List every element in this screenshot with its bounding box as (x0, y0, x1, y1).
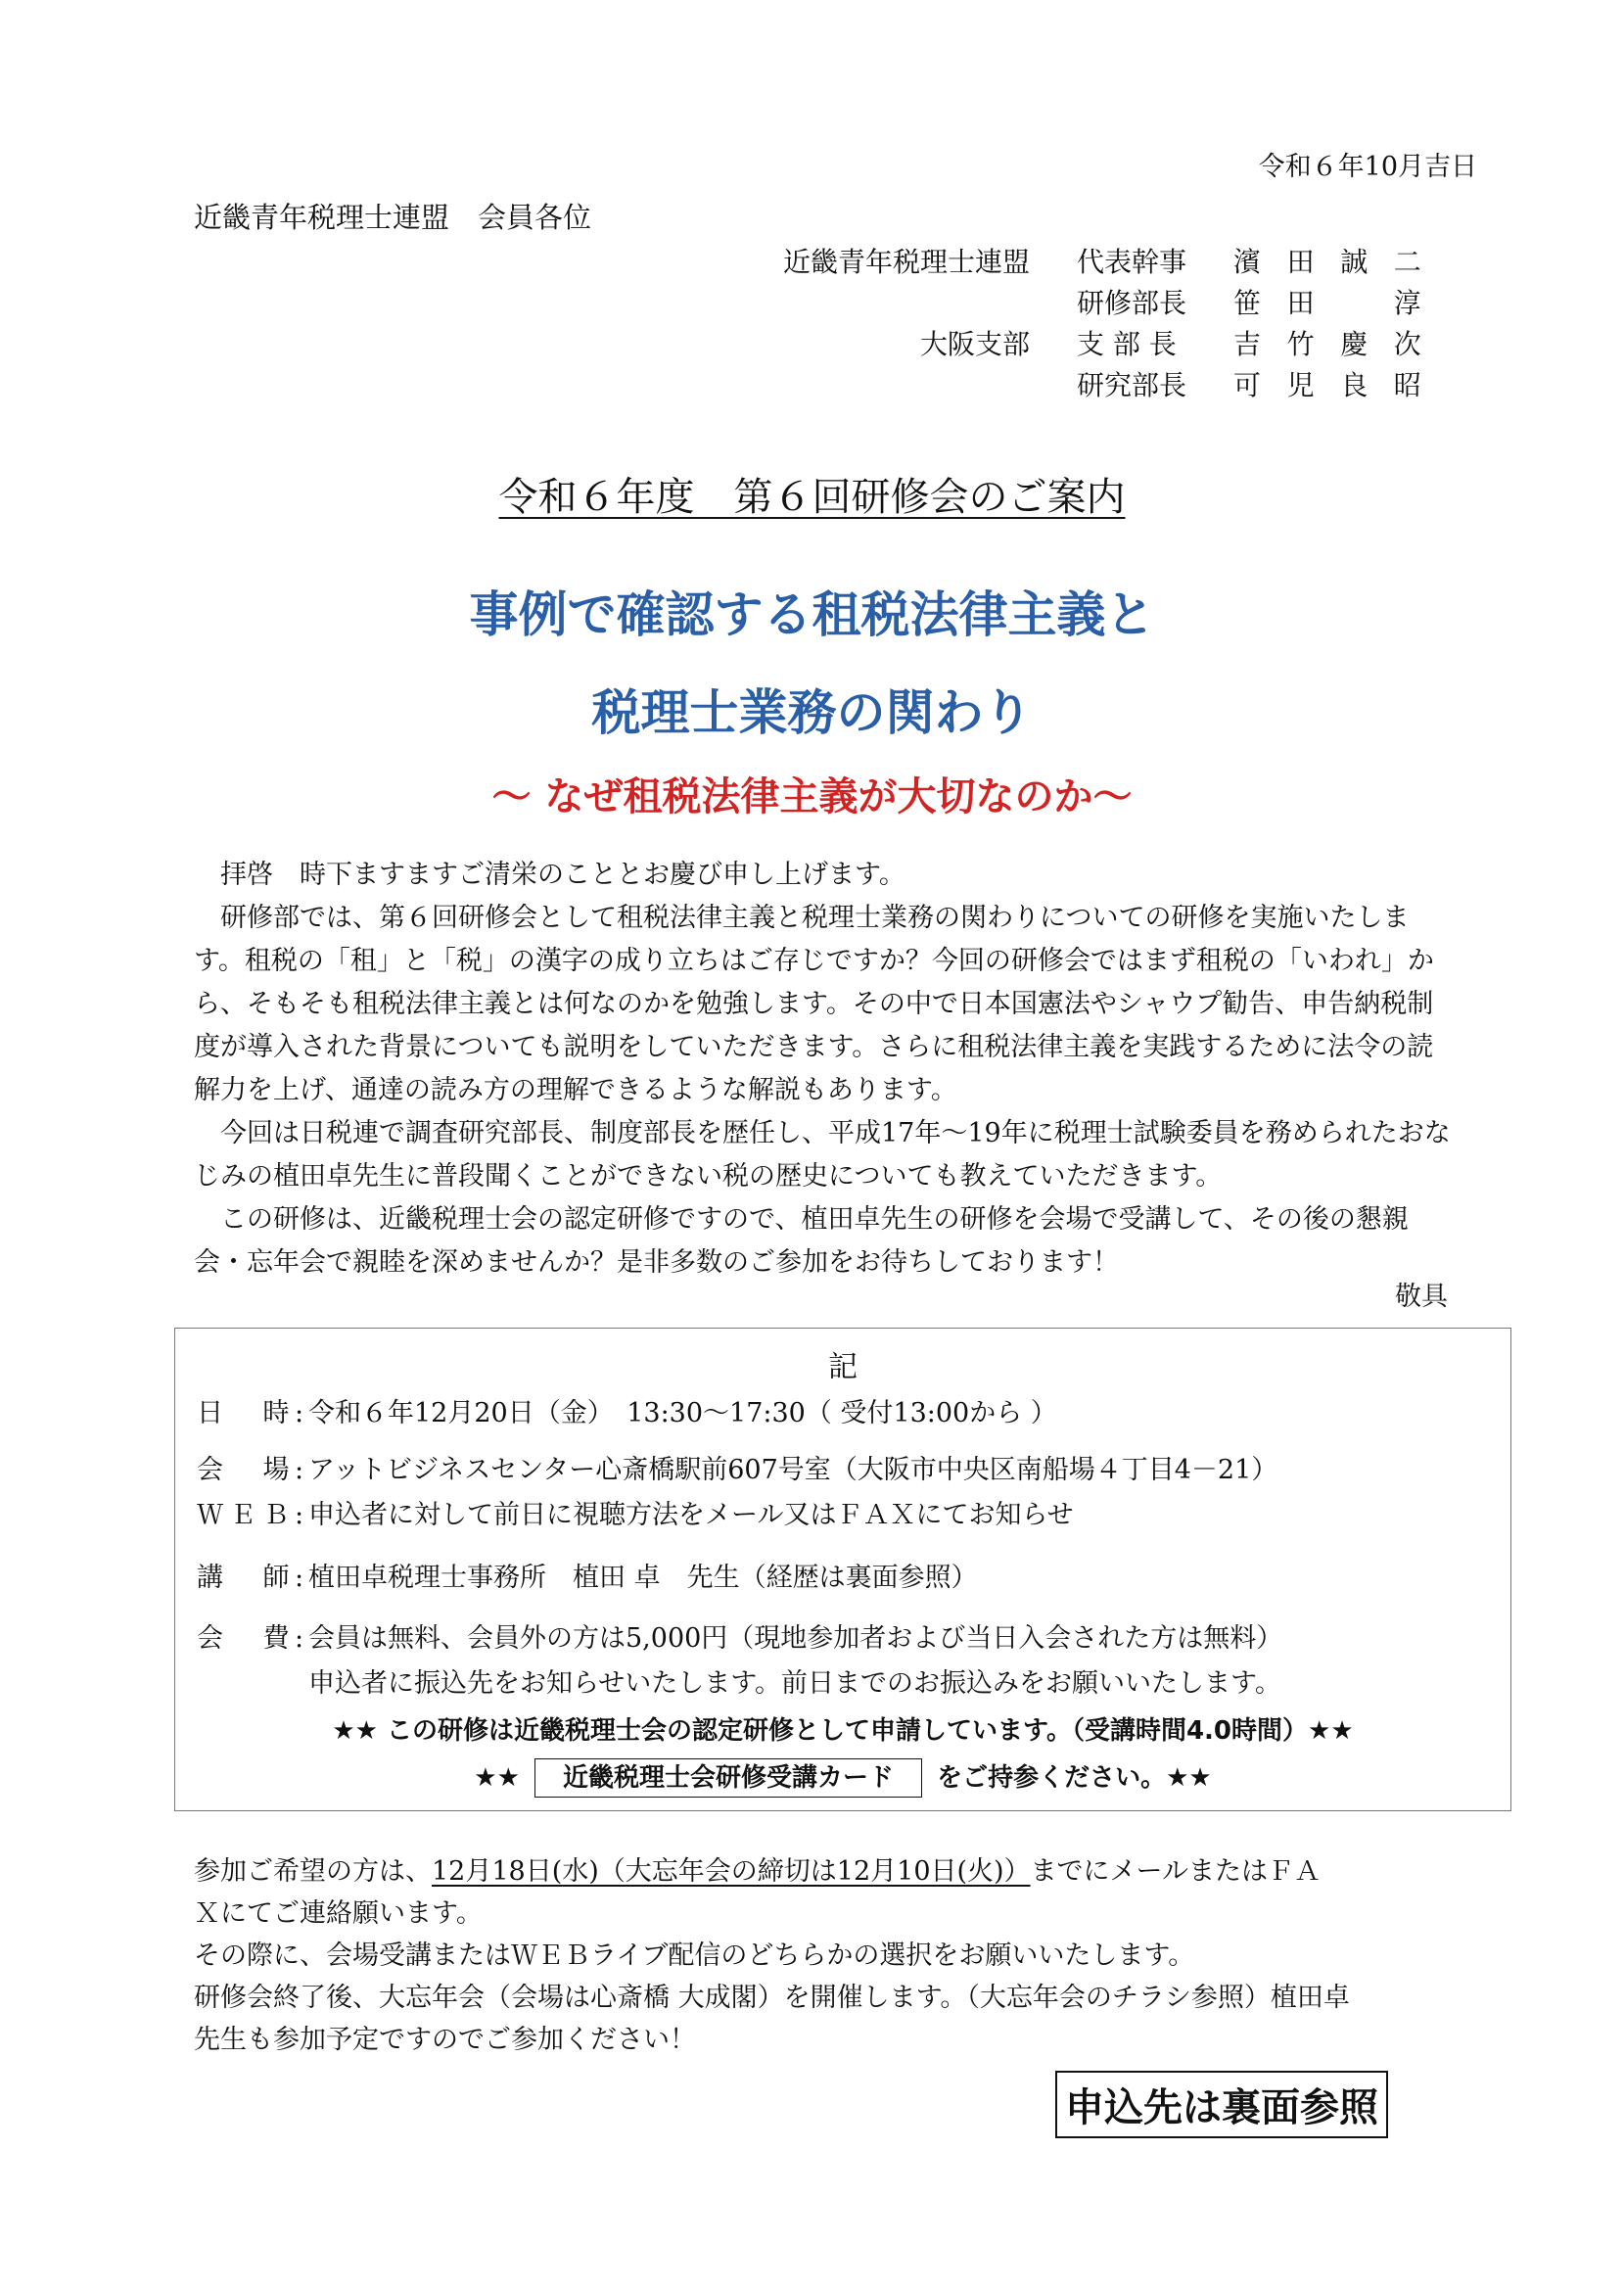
issue-date: 令和６年10月吉日 (1258, 152, 1477, 182)
sender-name: 濱田誠二 (1233, 246, 1448, 278)
event-title-text: 令和６年度 第６回研修会のご案内 (498, 475, 1126, 520)
card-notice (175, 1757, 1510, 1798)
application-line2: その際に、会場受講またはＷＥＢライブ配信のどちらかの選択をお願いいたします。 (194, 1940, 1195, 1971)
closing-word: 敬具 (1395, 1282, 1448, 1312)
intro-paragraph: 研修部では、第６回研修会として租税法律主義と税理士業務の関わりについての研修を実施いたします。租税の「租」と「税」の漢字の成り立ちはご存じですか？今回の研修会ではまず租税の「いわれ」から、そもそも租税法律主義とは何なのかを勉強します。その中で日本国憲法やシャウプ勧告、申告納税制度が導入された背景についても説明をしていただきます。さらに租税法律主義を実践するために法令の読解力を上げ、通達の読み方の理解できるような解説もあります。 (194, 903, 1434, 1105)
sender-title: 研究部長 (1077, 369, 1187, 401)
card-suffix: をご持参ください。★★ (937, 1763, 1212, 1793)
fee-row: 会 費: 会員は無料、会員外の方は5,000円（現地参加者および当日入会された方は無料） (197, 1616, 1282, 1655)
details-heading: 記 (828, 1350, 858, 1384)
addressee: 近畿青年税理士連盟 会員各位 (194, 201, 592, 234)
lecturer-value: 植田卓税理士事務所 植田 卓 先生（経歴は裏面参照） (308, 1563, 978, 1593)
fee-note: 申込者に振込先をお知らせいたします。前日までのお振込みをお願いいたします。 (308, 1668, 1281, 1699)
lecturer-row: 講 師: 植田卓税理士事務所 植田 卓 先生（経歴は裏面参照） (197, 1556, 978, 1594)
sender-title: 代表幹事 (1077, 246, 1187, 278)
web-row: ＷＥＢ: 申込者に対して前日に視聴方法をメール又はＦＡＸにてお知らせ (197, 1493, 1074, 1531)
sender-title: 支 部 長 (1077, 328, 1177, 360)
venue-label: 会 場 (197, 1455, 297, 1485)
sender-org: 近畿青年税理士連盟 (783, 246, 1031, 278)
subtitle: ～ なぜ租税法律主義が大切なのか～ (491, 774, 1133, 819)
application-line3: 研修会終了後、大忘年会（会場は心斎橋 大成閣）を開催します。（大忘年会のチラシ参照）植田卓 (194, 1983, 1350, 2013)
web-label: ＷＥＢ (197, 1500, 297, 1530)
card-prefix: ★★ (474, 1763, 520, 1793)
venue-row: 会 場: アットビジネスセンター心斎橋駅前607号室（大阪市中央区南船場４丁目4－21） (197, 1448, 1277, 1486)
application-line1-b: までにメールまたはＦＡ (1030, 1856, 1322, 1887)
sender-title: 研修部長 (1077, 287, 1187, 319)
datetime-row: 日 時: 令和６年12月20日（金） 13:30～17:30（ 受付13:00から ） (197, 1391, 1057, 1429)
fee-value: 会員は無料、会員外の方は5,000円（現地参加者および当日入会された方は無料） (308, 1623, 1283, 1654)
certified-notice: ★★ この研修は近畿税理士会の認定研修として申請しています。（受講時間4.0時間）★★ (332, 1716, 1354, 1746)
web-value: 申込者に対して前日に視聴方法をメール又はＦＡＸにてお知らせ (308, 1500, 1074, 1530)
training-card-box: 近畿税理士会研修受講カード (534, 1758, 922, 1798)
lecturer-label: 講 師 (197, 1563, 297, 1593)
body-text (194, 854, 1457, 1285)
sender-name: 可児良昭 (1233, 369, 1448, 401)
sender-name: 吉竹慶次 (1233, 328, 1448, 360)
event-title (0, 466, 1624, 522)
datetime-label: 日 時 (197, 1398, 297, 1428)
main-title-line2: 税理士業務の関わり (591, 684, 1033, 741)
application-line4: 先生も参加予定ですのでご参加ください！ (194, 2025, 696, 2055)
application-line1-c: Ｘにてご連絡願います。 (194, 1898, 483, 1929)
application-line1-a: 参加ご希望の方は、 (194, 1856, 432, 1887)
datetime-value: 令和６年12月20日（金） 13:30～17:30（ 受付13:00から ） (308, 1398, 1057, 1428)
greeting-paragraph: 拝啓 時下ますますご清栄のこととお慶び申し上げます。 (220, 860, 905, 890)
application-line1 (194, 1850, 1466, 1893)
venue-value: アットビジネスセンター心斎橋駅前607号室（大阪市中央区南船場４丁目4－21） (308, 1455, 1278, 1485)
application-text (194, 1850, 1466, 2061)
details-box (174, 1328, 1511, 1811)
reverse-side-reference: 申込先は裏面参照 (1055, 2071, 1388, 2138)
main-title-line1: 事例で確認する租税法律主義と (469, 586, 1155, 643)
invitation-paragraph: この研修は、近畿税理士会の認定研修ですので、植田卓先生の研修を会場で受講して、その後の懇親会・忘年会で親睦を深めませんか？是非多数のご参加をお待ちしております！ (194, 1204, 1409, 1278)
sender-org: 大阪支部 (920, 328, 1031, 360)
lecturer-paragraph: 今回は日税連で調査研究部長、制度部長を歴任し、平成17年～19年に税理士試験委員を務められたおなじみの植田卓先生に普段聞くことができない税の歴史についても教えていただきます。 (194, 1118, 1451, 1192)
sender-name: 笹田 淳 (1233, 287, 1448, 319)
application-deadline: 12月18日(水)（大忘年会の締切は12月10日(火)） (432, 1856, 1031, 1887)
fee-label: 会 費 (197, 1623, 297, 1654)
